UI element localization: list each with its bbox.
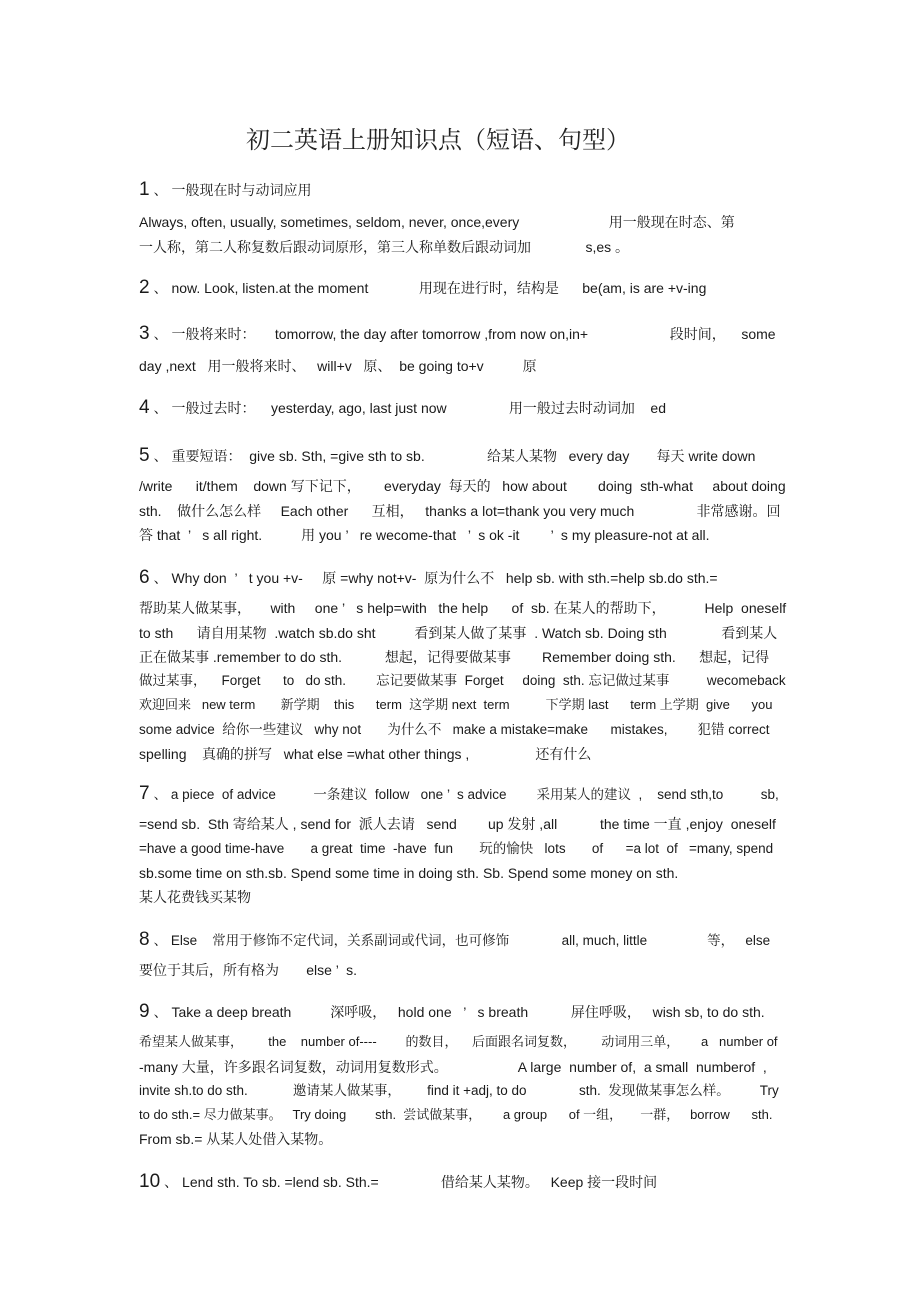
section-8-line-1: 8 、 Else 常用于修饰不定代词，关系副词或代词，也可修饰 all, much, little 等， else [139,929,771,950]
section-9-line-3: -many 大量，许多跟名词复数，动词用复数形式。 A large number of, a small numberof , [139,1058,767,1075]
section-10-line-1: 10 、 Lend sth. To sb. =lend sb. Sth.= 借给某人某物。 Keep 接一段时间 [139,1171,658,1192]
section-6 [139,566,789,766]
section-1 [139,178,789,259]
section-3-line-2: day ,next 用一般将来时、 will+v 原、 be going to+v 原 [139,358,537,375]
section-number: 10 [139,1171,161,1192]
section-7-line-5: 某人花费钱买某物 [139,889,251,906]
section-6-line-2: 帮助某人做某事， with one ’ s help=with the help of sb. 在某人的帮助下， Help oneself [139,600,787,617]
section-7-line-2: =send sb. Sth 寄给某人 , send for 派人去请 send up 发射 ,all the time 一直 ,enjoy oneself [139,816,776,833]
section-6-line-3: to sth 请自用某物 .watch sb.do sht 看到某人做了某事 . Watch sb. Doing sth 看到某人 [139,624,778,641]
section-6-line-8: spelling 真确的拼写 what else =what other things , 还有什么 [139,746,592,763]
section-1-line-1: 1 、 一般现在时与动词应用 [139,179,312,200]
section-2-line-1: 2 、 now. Look, listen.at the moment 用现在进行时，结构是 be(am, is are +v-ing [139,277,707,298]
section-number: 5 [139,445,150,466]
section-9-line-2: 希望某人做某事， the number of---- 的数目， 后面跟名词复数， 动词用三单， a number of [139,1034,778,1050]
section-3 [139,322,789,379]
section-9-line-4: invite sh.to do sth. 邀请某人做某事， find it +adj, to do sth. 发现做某事怎么样。 Try [139,1082,779,1098]
section-5-line-2: /write it/them down 写下记下， everyday 每天的 how about doing sth-what about doing [139,478,786,495]
section-1-line-3: 一人称，第二人称复数后跟动词原形，第三人称单数后跟动词加 s,es 。 [139,238,630,255]
section-2 [139,276,789,300]
section-number: 9 [139,1001,150,1022]
section-8-line-2: 要位于其后，所有格为 else ’ s. [139,962,358,979]
section-8 [139,928,789,983]
section-number: 2 [139,277,150,298]
section-number: 6 [139,567,150,588]
section-9-line-5: to do sth.= 尽力做某事。 Try doing sth. 尝试做某事， a group of 一组， 一群， borrow sth. [139,1107,773,1123]
section-6-line-6: 欢迎回来 new term 新学期 this term 这学期 next term 下学期 last term 上学期 give you [139,697,773,713]
section-6-line-4: 正在做某事 .remember to do sth. 想起，记得要做某事 Remember doing sth. 想起，记得 [139,648,770,665]
section-6-line-5: 做过某事， Forget to do sth. 忘记要做某事 Forget doing sth. 忘记做过某事 wecomeback [139,673,786,689]
section-3-line-1: 3 、 一般将来时： tomorrow, the day after tomorrow ,from now on,in+ 段时间， some [139,323,776,344]
section-7-line-4: sb.some time on sth.sb. Spend some time in doing sth. Sb. Spend some money on sth. [139,864,679,881]
section-5-line-4: 答 that ’ s all right. 用 you ’ re wecome-that ’ s ok -it ’ s my pleasure-not at all. [139,526,710,543]
section-5-line-1: 5 、 重要短语： give sb. Sth, =give sth to sb. 给某人某物 every day 每天 write down [139,445,756,466]
section-number: 8 [139,929,150,950]
section-number: 7 [139,783,150,804]
section-number: 4 [139,397,150,418]
section-9 [139,1000,789,1152]
section-6-line-7: some advice 给你一些建议 why not 为什么不 make a mistake=make mistakes, 犯错 correct [139,721,770,737]
section-7-line-3: =have a good time-have a great time -have fun 玩的愉快 lots of =a lot of =many, spend [139,840,774,856]
section-1-line-2: Always, often, usually, sometimes, seldom, never, once,every 用一般现在时态、第 [139,214,735,231]
section-7-line-1: 7 、 a piece of advice 一条建议 follow one ’ s advice 采用某人的建议 , send sth,to sb, [139,783,779,804]
section-5-line-3: sth. 做什么怎么样 Each other 互相， thanks a lot=thank you very much 非常感谢。回 [139,502,781,519]
section-6-line-1: 6 、 Why don ’ t you +v- 原 =why not+v- 原为什么不 help sb. with sth.=help sb.do sth.= [139,567,718,588]
section-number: 3 [139,323,150,344]
section-10 [139,1170,789,1194]
section-9-line-6: From sb.= 从某人处借入某物。 [139,1131,333,1148]
section-number: 1 [139,179,150,200]
section-4 [139,396,789,420]
section-5 [139,444,789,547]
section-7 [139,782,789,909]
page-title: 初二英语上册知识点（短语、句型） [246,126,630,154]
section-9-line-1: 9 、 Take a deep breath 深呼吸， hold one ’ s breath 屏住呼吸， wish sb, to do sth. [139,1001,765,1022]
section-4-line-1: 4 、 一般过去时： yesterday, ago, last just now 用一般过去时动词加 ed [139,397,666,418]
